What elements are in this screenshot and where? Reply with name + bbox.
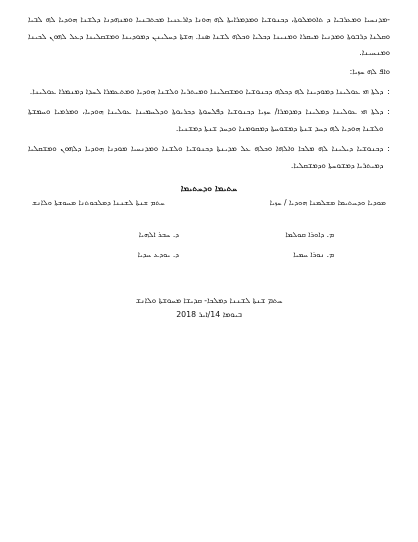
signatures-left-heading: ܚܬܡ ܫܢܬܐ ܠܫܢܢܐ ܕܡܠܟܘܬܢܐ ܡܚܘܫܬܐ ܘܠܐܢܫ	[32, 198, 165, 207]
signatory-names	[28, 230, 390, 260]
footer-date: ܒܝܘܡܐ 14/ܐܝܪ 2018	[176, 310, 242, 319]
signatures-title: ܚܬܝܡܐ ܘܕܚܬܝܡܐ	[180, 184, 238, 194]
bullet-text-3: ܕܟܢܘܫܝܐ ܕܝܠܝܢܐ ܠܗ ܡܠܟܐ ܘܐܠܗܐ ܘܟܠܗ ܥܠ ܡܕܝܢܬܐ ܕܟܢܘܫܝܐ ܘܠܫܢܐ ܘܡܕܢܚܝܐ ܡܘܕܢܐ ܗܘܕܝܐ ܕܠܗܘܢ ܘܡܫܩܠܝܐ ܕܡܝܬܪܝܐ ܕܡܫܘܚܬܐ ܘܕܡܫܩܠܝܐ.	[28, 144, 384, 170]
bullet-marker-icon: :	[387, 144, 390, 153]
intro-paragraph: -ܡܕܢܚܝܐ ܘܡܥܪܒܝܐ ܕ ܬܐܘܡܠܘܬܐ، ܕܟܢܘܫܝܐ ܘܡܕܡܪܐܝܬܐ ܠܗ ܗܘܢܐ ܕܐܪܥܢܝܐ ܡܟܬܒܢܝܐ ܘܡܢܗܕܢܐ ܕܠܫܢܐ ܗܘܕܝܐ ܠܗ ܠܒܝܐ ܘܩܠܢܐ ܕܪܒܘܬܐ ܘܡܕܢܝܐ ܡܝܩܪܐ ܘܡܢܝܢܐ ܕܟܠܝܐ ܘܟܠܗ ܠܫܢܐ ܣܢܐ. ܗܫܬܐ ܕܚܠܝܢܢ ܕܡܘܕܝܢܐ ܘܡܫܩܠܝܢܐ ܕܥܠ ܠܗܘܢ ܠܟܝܢܐ ܘܡܢܚܝܢܐ.	[28, 15, 390, 57]
signatory-name-1: ܡ. ܕܐܘܪܐ ܩܘܠܡܐ	[285, 230, 334, 239]
signatory-name-4: ܕ. ܝܘܕܥ ܚܕܝܐ	[137, 250, 179, 259]
bullet-marker-icon: :	[387, 107, 390, 116]
bullet-text-2: ܕܠܬܐ ܗܝ ܥܘܠܝܢܐ ܕܡܠܝܢܐ ܕܡܕܡܪܐ/ ܚܙܝܐ ܕܟܢܘܫܝܐ ܕܦܠܚܘܬܐ ܕܟܪܝܘܬܐ ܘܕܠܚܡܝܢܐ ܥܘܠܝܢܐ ܗܘܕܝܐ، ܘܡܪܡܝܐ ܘܚܡܫܬܐ ܘܠܫܢܐ ܗܘܕܝܐ ܠܗ ܕܚܕ ܫܢܬܐ ܕܡܫܘܚܬܐ ܕܡܩܘܡܢܐ ܘܕܚܕ ܫܢܬܐ ܕܡܫܢܝܐ.	[28, 107, 384, 133]
bullet-item-3	[28, 141, 390, 176]
bullet-item-2	[28, 104, 390, 139]
bullet-marker-icon: :	[387, 86, 390, 96]
signatures-subtitle-row	[32, 198, 386, 208]
section-label: ܘܐܦ ܠܗ ܚܙܝܐ:	[349, 66, 390, 76]
bullet-text-1: ܕܠܬܐ ܗܝ ܥܘܠܝܢܐ ܕܡܘܕܝܢܐ ܠܗ ܕܟܠܗ ܕܟܢܘܫܝܐ ܘܡܫܩܠܝܢܐ ܘܡܝܬܪܝܐ ܘܠܫܢܐ ܗܘܕܝܐ ܘܡܬܥܡܪܐ ܠܚܕܐ ܕܡܢܡܪܐ ܥܘܠܝܢܐ.	[29, 86, 384, 96]
signatory-name-3: ܡ. ܢܘܪܐ ܚܡܝܐ	[293, 250, 334, 259]
signatures-right-heading: ܡܘܕܝܐ ܘܕܚܬܝܡܐ ܡܫܠܡܢܐ ܗܘܕܝܐ / ܚܙܝܐ	[269, 198, 386, 207]
footer-line-1: ܚܬܡ ܫܢܬܐ ܠܫܢܢܐ ܕܡܠܟܐ- ܩܕܝܫܐ ܡܚܘܫܬܐ ܘܠܐܢܫ	[135, 296, 283, 305]
signatory-name-2: ܕ. ܚܒܪ ܐܠܗܝܐ	[138, 230, 179, 239]
bullet-item-1	[28, 84, 390, 103]
footer	[28, 294, 390, 322]
